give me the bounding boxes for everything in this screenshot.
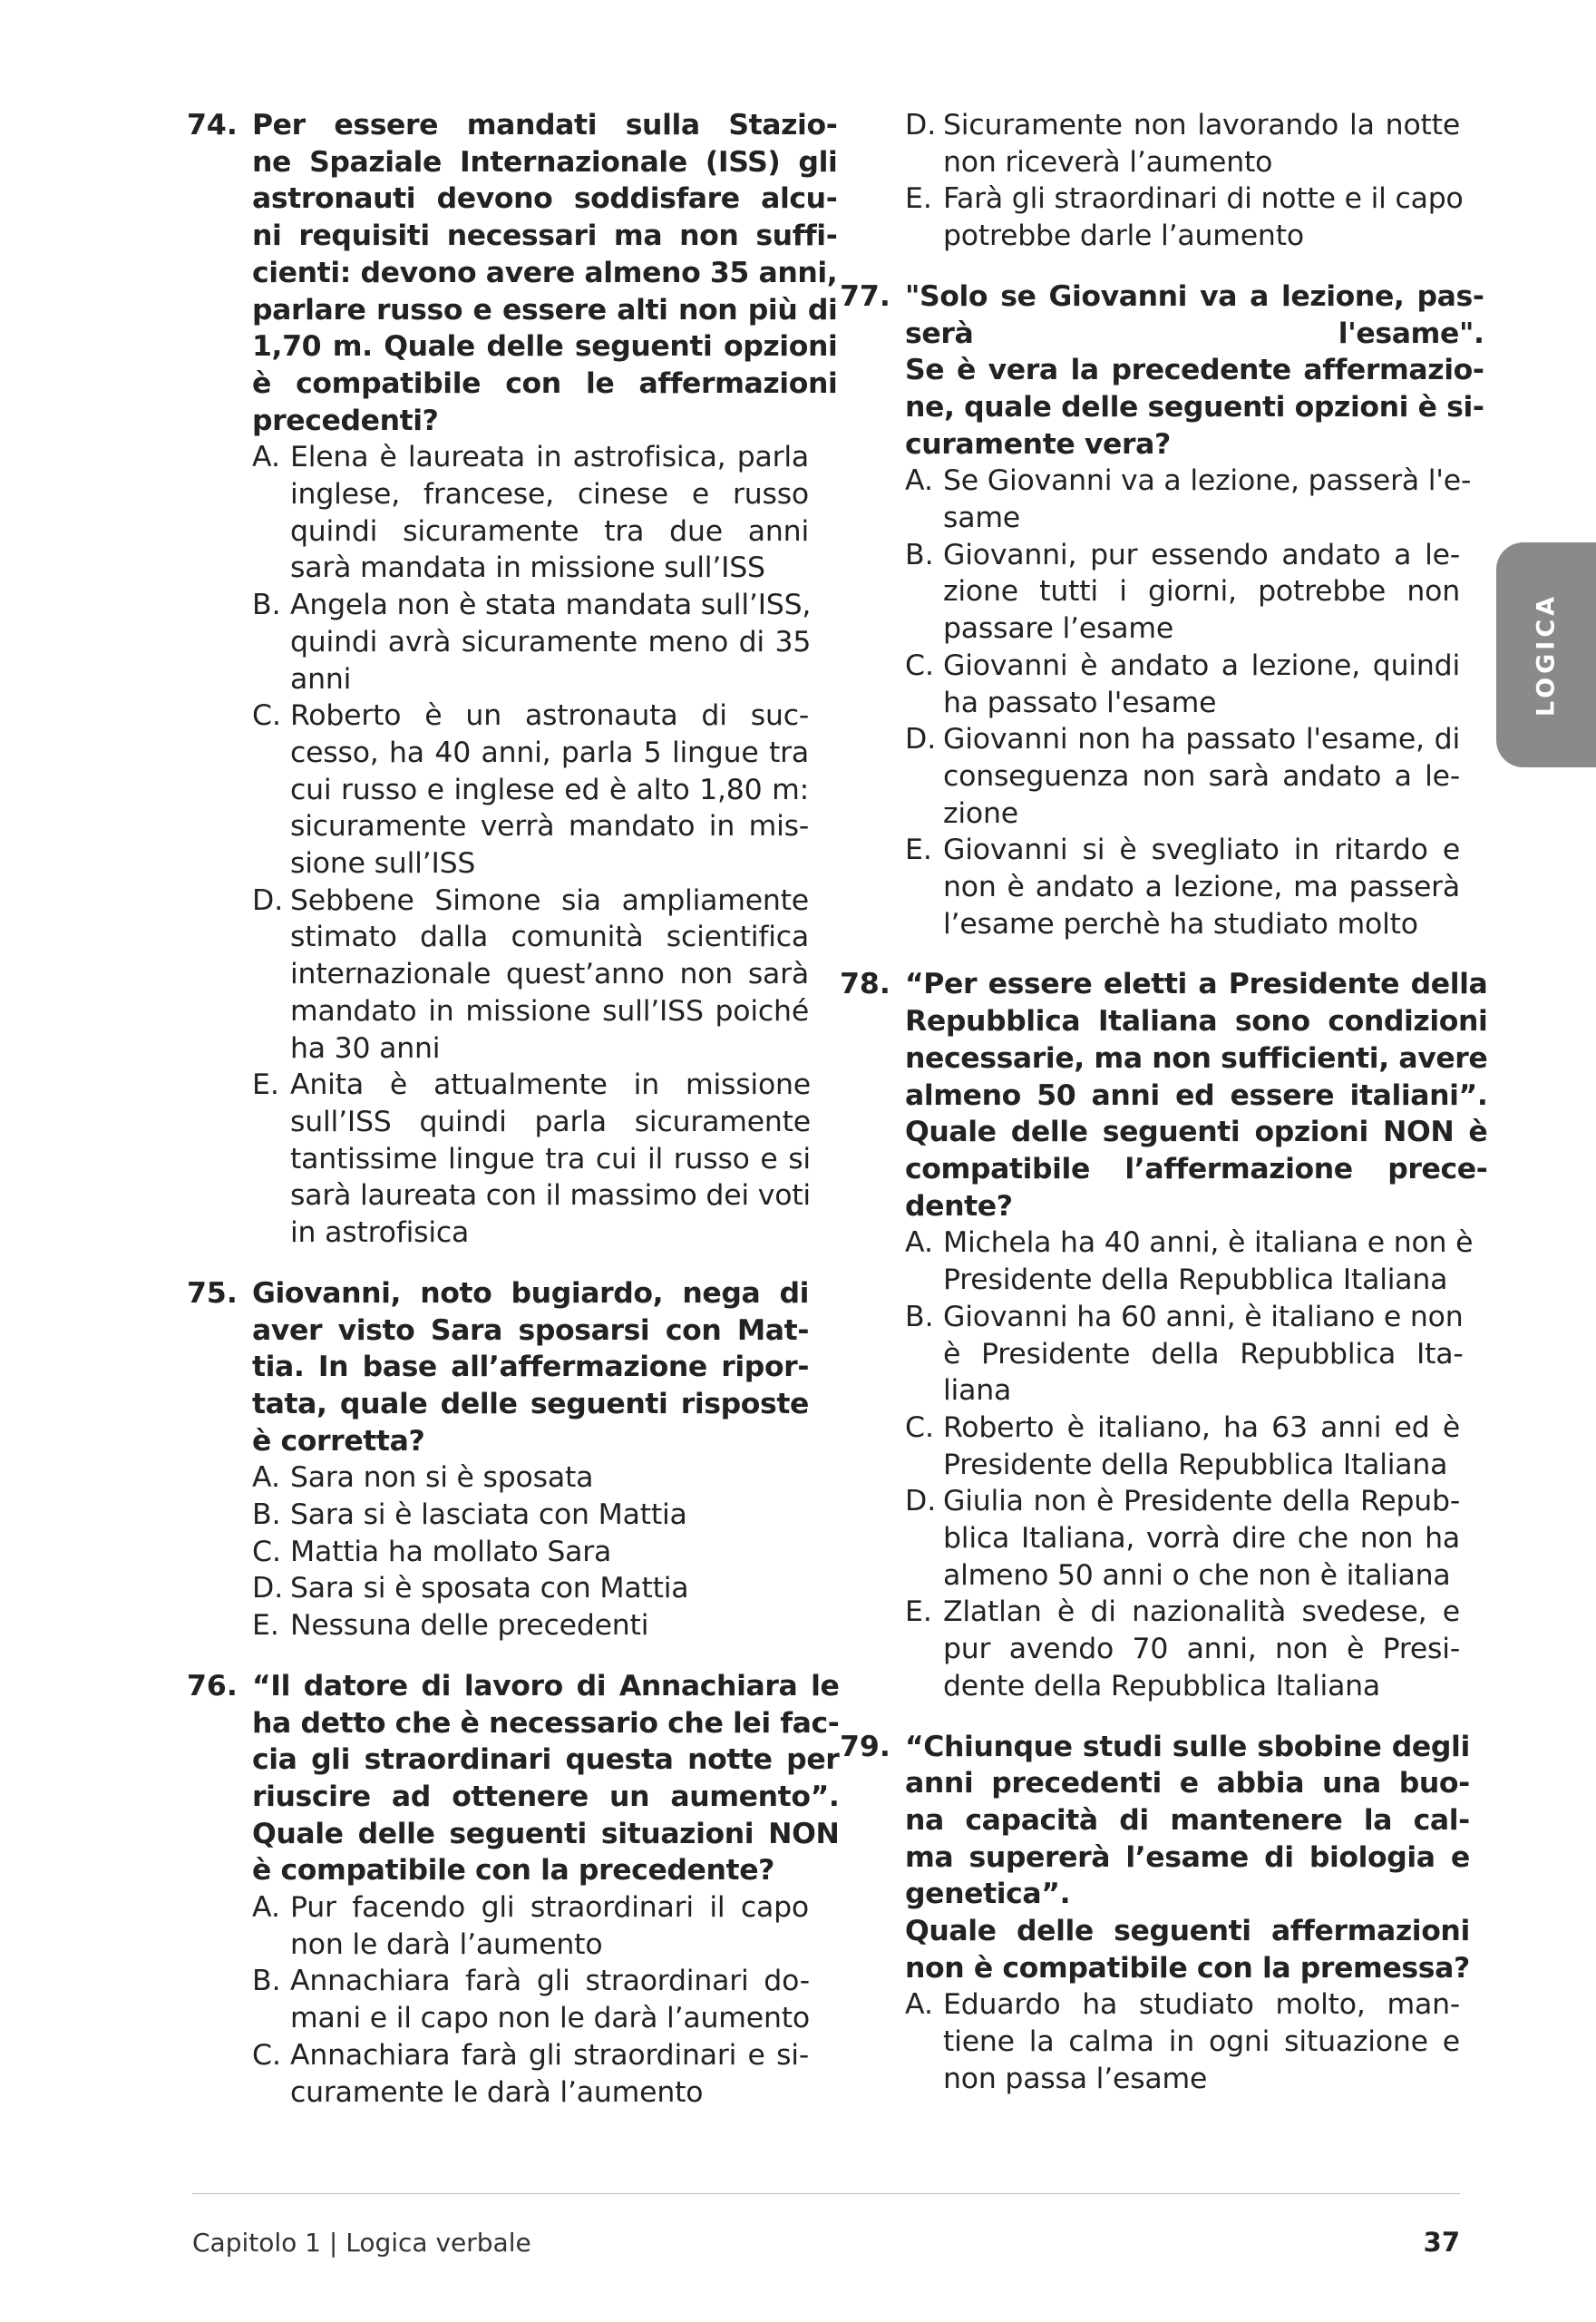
option-letter: E. <box>252 1609 279 1643</box>
option-text <box>290 1607 809 1644</box>
question-text <box>252 107 837 439</box>
answer-option <box>905 1986 1460 2097</box>
option-letter: B. <box>252 1498 281 1532</box>
question-line: non è compatibile con la premessa? <box>905 1951 1470 1985</box>
option-text <box>290 698 809 883</box>
answer-option <box>252 1963 809 2036</box>
question-line: Giovanni, noto bugiardo, nega di <box>252 1276 809 1310</box>
answer-option <box>905 832 1460 942</box>
option-text <box>290 1889 809 1963</box>
option-line: dente della Repubblica Italiana <box>943 1669 1381 1702</box>
option-line: non è andato a lezione, ma passerà <box>943 871 1460 904</box>
option-line: Mattia ha mollato Sara <box>290 1535 612 1568</box>
option-line: sull’ISS quindi parla sicuramente <box>290 1105 811 1138</box>
question-line: Per essere mandati sulla Stazio- <box>252 109 838 141</box>
answer-options <box>905 463 1472 942</box>
answer-options <box>905 1986 1460 2097</box>
question-line: 1,70 m. Quale delle seguenti opzioni <box>252 330 838 364</box>
question-line: cia gli straordinari questa notte per <box>252 1743 840 1777</box>
question-line: almeno 50 anni ed essere italiani”. <box>905 1078 1488 1112</box>
answer-option <box>905 180 1464 254</box>
answer-option <box>252 1459 809 1497</box>
question-header <box>187 107 838 439</box>
option-letter: E. <box>905 182 932 216</box>
option-letter: C. <box>905 649 935 682</box>
question-line: ne Spaziale Internazionale (ISS) gli <box>252 145 838 179</box>
option-line: zione <box>943 796 1018 830</box>
question-number: 77. <box>840 279 890 313</box>
question-block <box>187 107 838 1252</box>
option-letter: D. <box>252 1572 284 1605</box>
option-line: sarà mandata in missione sull’ISS <box>290 551 765 585</box>
option-letter: E. <box>252 1068 279 1102</box>
option-line: inglese, francese, cinese e russo <box>290 478 809 512</box>
option-line: Zlatlan è di nazionalità svedese, e <box>943 1595 1460 1629</box>
option-line: non riceverà l’aumento <box>943 145 1273 179</box>
option-letter: A. <box>252 441 281 474</box>
question-block <box>840 278 1484 943</box>
question-block <box>840 1729 1470 2098</box>
question-line: serà l'esame". <box>905 317 1484 350</box>
option-line: liana <box>943 1374 1012 1408</box>
option-text <box>943 648 1460 721</box>
option-text <box>290 1963 810 2036</box>
option-line: curamente le darà l’aumento <box>290 2075 704 2109</box>
option-line: non passa l’esame <box>943 2062 1208 2095</box>
question-number: 79. <box>840 1730 890 1763</box>
option-line: Giulia non è Presidente della Repub- <box>943 1485 1460 1518</box>
page-number: 37 <box>1423 2227 1460 2258</box>
question-line: compatibile l’affermazione prece- <box>905 1152 1488 1185</box>
option-text <box>943 1224 1473 1298</box>
option-text <box>943 1299 1464 1410</box>
section-tab-label: LOGICA <box>1532 592 1561 717</box>
option-line: l’esame perchè ha studiato molto <box>943 907 1418 941</box>
question-line: dente? <box>905 1189 1013 1223</box>
answer-option <box>905 107 1460 180</box>
left-column <box>187 107 840 2134</box>
option-letter: B. <box>252 1965 281 1998</box>
answer-option <box>252 1067 809 1252</box>
option-line: Roberto è italiano, ha 63 anni ed è <box>943 1410 1460 1444</box>
question-line: parlare russo e essere alti non più di <box>252 293 838 327</box>
question-line: astronauti devono soddisfare alcu- <box>252 182 838 216</box>
question-number: 78. <box>840 968 890 1001</box>
option-line: conseguenza non sarà andato a le- <box>943 759 1460 793</box>
question-line: è compatibile con le affermazioni <box>252 366 838 400</box>
question-line: curamente vera? <box>905 427 1171 461</box>
option-text <box>943 1410 1460 1483</box>
option-line: blica Italiana, vorrà dire che non ha <box>943 1522 1460 1556</box>
question-line: ni requisiti necessari ma non suffi- <box>252 220 838 253</box>
option-line: ha 30 anni <box>290 1031 441 1065</box>
option-line: Annachiara farà gli straordinari do- <box>290 1965 810 1998</box>
answer-option <box>905 1483 1460 1594</box>
question-line: ma supererà l’esame di biologia e <box>905 1840 1470 1874</box>
question-header <box>840 966 1488 1224</box>
option-line: potrebbe darle l’aumento <box>943 220 1304 253</box>
answer-option <box>252 698 809 883</box>
answer-option <box>252 2037 809 2111</box>
question-line: ne, quale delle seguenti opzioni è si- <box>905 390 1484 424</box>
option-line: Giovanni ha 60 anni, è italiano e non <box>943 1300 1464 1333</box>
option-letter: A. <box>252 1461 281 1495</box>
option-line: Sara si è lasciata con Mattia <box>290 1498 687 1532</box>
option-text <box>943 721 1460 832</box>
option-line: Eduardo ha studiato molto, man- <box>943 1988 1460 2022</box>
question-block <box>187 1275 809 1644</box>
answer-options <box>252 439 812 1251</box>
option-line: Giovanni non ha passato l'esame, di <box>943 723 1460 756</box>
question-header <box>840 1729 1470 1987</box>
option-line: sarà laureata con il massimo dei voti <box>290 1179 811 1213</box>
option-text <box>290 1497 809 1534</box>
option-line: Giovanni, pur essendo andato a le- <box>943 538 1460 571</box>
question-line: “Il datore di lavoro di Annachiara le <box>252 1669 840 1702</box>
question-line: cienti: devono avere almeno 35 anni, <box>252 256 838 289</box>
question-block <box>840 107 1464 255</box>
section-tab[interactable] <box>1496 542 1596 767</box>
answer-option <box>252 587 812 698</box>
option-text <box>943 537 1460 648</box>
option-line: cui russo e inglese ed è alto 1,80 m: <box>290 773 809 806</box>
question-line: tata, quale delle seguenti risposte <box>252 1387 809 1420</box>
question-line: riuscire ad ottenere un aumento”. <box>252 1780 840 1813</box>
option-letter: A. <box>905 464 934 498</box>
answer-option <box>905 1410 1460 1483</box>
option-line: cesso, ha 40 anni, parla 5 lingue tra <box>290 736 809 769</box>
option-letter: B. <box>905 1300 934 1333</box>
option-line: è Presidente della Repubblica Ita- <box>943 1337 1464 1371</box>
option-line: non le darà l’aumento <box>290 1927 603 1961</box>
option-line: Se Giovanni va a lezione, passerà l'e- <box>943 464 1472 498</box>
option-text <box>290 883 809 1068</box>
option-text <box>943 107 1460 180</box>
option-letter: E. <box>905 834 932 867</box>
option-line: anni <box>290 662 352 696</box>
option-letter: B. <box>905 538 934 571</box>
question-number: 74. <box>187 109 238 141</box>
option-line: sicuramente verrà mandato in mis- <box>290 810 809 844</box>
footer-divider <box>192 2193 1460 2194</box>
option-letter: C. <box>252 2038 282 2072</box>
option-line: Sara si è sposata con Mattia <box>290 1572 689 1605</box>
question-block <box>187 1668 840 2111</box>
answer-option <box>905 537 1460 648</box>
option-line: almeno 50 anni o che non è italiana <box>943 1558 1451 1592</box>
answer-option <box>905 463 1472 536</box>
option-letter: A. <box>252 1891 281 1925</box>
question-line: anni precedenti e abbia una buo- <box>905 1767 1470 1800</box>
question-text <box>905 966 1487 1224</box>
answer-option <box>252 1534 809 1571</box>
option-letter: A. <box>905 1988 934 2022</box>
answer-option <box>905 648 1460 721</box>
option-line: tiene la calma in ogni situazione e <box>943 2025 1460 2059</box>
answer-option <box>252 1607 809 1644</box>
option-letter: E. <box>905 1595 932 1629</box>
option-line: Giovanni si è svegliato in ritardo e <box>943 834 1460 867</box>
answer-option <box>905 721 1460 832</box>
question-line: na capacità di mantenere la cal- <box>905 1803 1470 1837</box>
question-line: ha detto che è necessario che lei fac- <box>252 1706 840 1740</box>
question-line: precedenti? <box>252 404 439 437</box>
option-line: Annachiara farà gli straordinari e si- <box>290 2038 809 2072</box>
option-letter: D. <box>905 109 937 141</box>
option-line: sione sull’ISS <box>290 847 476 881</box>
option-letter: A. <box>905 1226 934 1260</box>
footer-chapter: Capitolo 1 | Logica verbale <box>192 2228 531 2258</box>
right-column <box>840 107 1488 2122</box>
option-line: ha passato l'esame <box>943 686 1217 719</box>
option-line: in astrofisica <box>290 1216 470 1250</box>
option-text <box>290 2037 809 2111</box>
question-line: Repubblica Italiana sono condizioni <box>905 1005 1488 1039</box>
option-line: quindi sicuramente tra due anni <box>290 514 809 548</box>
option-line: mani e il capo non le darà l’aumento <box>290 2002 810 2035</box>
option-letter: D. <box>905 1485 937 1518</box>
option-letter: D. <box>252 883 284 917</box>
option-line: Nessuna delle precedenti <box>290 1609 649 1643</box>
answer-option <box>252 883 809 1068</box>
question-text <box>905 1729 1470 1987</box>
answer-options <box>905 1224 1474 1704</box>
option-line: pur avendo 70 anni, non è Presi- <box>943 1633 1460 1666</box>
question-line: necessarie, ma non sufficienti, avere <box>905 1041 1488 1075</box>
option-line: zione tutti i giorni, potrebbe non <box>943 575 1460 609</box>
option-letter: B. <box>252 589 281 622</box>
option-line: same <box>943 502 1020 535</box>
question-line: aver visto Sara sposarsi con Mat- <box>252 1313 809 1347</box>
answer-options <box>252 1459 809 1644</box>
option-line: Angela non è stata mandata sull’ISS, <box>290 589 812 622</box>
question-text <box>252 1668 839 1889</box>
option-line: Roberto è un astronauta di suc- <box>290 699 809 733</box>
question-header <box>187 1275 809 1460</box>
question-line: tia. In base all’affermazione ripor- <box>252 1351 809 1384</box>
option-text <box>290 1067 811 1252</box>
option-line: Giovanni è andato a lezione, quindi <box>943 649 1460 682</box>
option-line: Sebbene Simone sia ampliamente <box>290 883 809 917</box>
answer-option <box>252 439 809 587</box>
question-line: "Solo se Giovanni va a lezione, pas- <box>905 279 1484 313</box>
option-text <box>943 463 1471 536</box>
option-line: passare l’esame <box>943 612 1173 646</box>
answer-options <box>905 107 1464 255</box>
option-line: Michela ha 40 anni, è italiana e non è <box>943 1226 1474 1260</box>
question-line: è corretta? <box>252 1424 425 1458</box>
question-line: “Per essere eletti a Presidente della <box>905 968 1488 1001</box>
option-line: Presidente della Repubblica Italiana <box>943 1448 1448 1481</box>
answer-options <box>252 1889 809 2111</box>
question-text <box>905 278 1484 463</box>
answer-option <box>252 1570 809 1607</box>
option-letter: C. <box>252 1535 282 1568</box>
option-text <box>943 180 1464 254</box>
question-line: “Chiunque studi sulle sbobine degli <box>905 1730 1470 1763</box>
option-text <box>943 1594 1460 1704</box>
option-text <box>290 439 809 587</box>
option-line: Sicuramente non lavorando la notte <box>943 109 1460 141</box>
option-line: Anita è attualmente in missione <box>290 1068 811 1102</box>
question-line: Se è vera la precedente affermazio- <box>905 354 1484 387</box>
question-line: Quale delle seguenti opzioni NON è <box>905 1116 1488 1149</box>
question-text <box>252 1275 809 1460</box>
answer-option <box>905 1594 1460 1704</box>
answer-option <box>252 1889 809 1963</box>
option-line: Farà gli straordinari di notte e il capo <box>943 182 1464 216</box>
option-line: quindi avrà sicuramente meno di 35 <box>290 625 812 659</box>
option-text <box>943 1483 1460 1594</box>
question-header <box>187 1668 840 1889</box>
option-text <box>290 1459 809 1497</box>
option-line: Presidente della Repubblica Italiana <box>943 1263 1448 1297</box>
question-line: Quale delle seguenti affermazioni <box>905 1915 1470 1948</box>
option-line: internazionale quest’anno non sarà <box>290 958 809 991</box>
question-number: 76. <box>187 1669 238 1702</box>
answer-option <box>905 1224 1474 1298</box>
answer-option <box>905 1299 1464 1410</box>
option-text <box>290 587 811 698</box>
option-line: Sara non si è sposata <box>290 1461 594 1495</box>
question-number: 75. <box>187 1276 238 1310</box>
answer-option <box>252 1497 809 1534</box>
option-text <box>290 1570 809 1607</box>
question-line: è compatibile con la precedente? <box>252 1854 775 1888</box>
option-letter: C. <box>905 1410 935 1444</box>
question-block <box>840 966 1488 1704</box>
option-line: mandato in missione sull’ISS poiché <box>290 994 809 1028</box>
question-header <box>840 278 1484 463</box>
option-line: stimato dalla comunità scientifica <box>290 921 809 954</box>
question-line: genetica”. <box>905 1878 1071 1911</box>
option-letter: D. <box>905 723 937 756</box>
option-line: Pur facendo gli straordinari il capo <box>290 1891 809 1925</box>
option-letter: C. <box>252 699 282 733</box>
option-line: Elena è laureata in astrofisica, parla <box>290 441 809 474</box>
option-text <box>290 1534 809 1571</box>
question-line: Quale delle seguenti situazioni NON <box>252 1817 840 1850</box>
option-text <box>943 1986 1460 2097</box>
option-line: tantissime lingue tra cui il russo e si <box>290 1142 811 1176</box>
option-text <box>943 832 1460 942</box>
